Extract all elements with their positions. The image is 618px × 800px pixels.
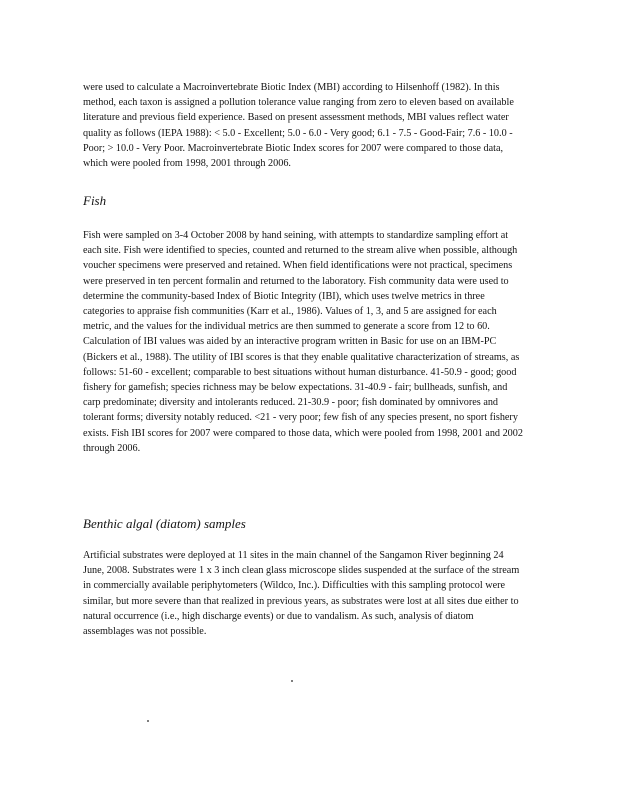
scan-speck	[147, 720, 149, 722]
fish-methods-paragraph: Fish were sampled on 3-4 October 2008 by hand seining, with attempts to standardize sampling effort at each site. Fish were identified to species, counted and returned to the stream alive when possible, although voucher specimens were preserved and retained. When field identifications were not practical, specimens were preserved in ten percent formalin and returned to the laboratory. Fish community data were used to determine the community-based Index of Biotic Integrity (IBI), which uses twelve metrics in three categories to appraise fish communities (Karr et al., 1986). Values of 1, 3, and 5 are assigned for each metric, and the values for the individual metrics are then summed to generate a score from 12 to 60. Calculation of IBI values was aided by an interactive program written in Basic for use on an IBM-PC (Bickers et al., 1988). The utility of IBI scores is that they enable qualitative characterization of streams, as follows: 51-60 - excellent; comparable to best situations without human disturbance. 41-50.9 - good; good fishery for gamefish; species richness may be below expectations. 31-40.9 - fair; bullheads, sunfish, and carp predominate; diversity and intolerants reduced. 21-30.9 - poor; fish dominated by omnivores and tolerant forms; diversity notably reduced. <21 - very poor; few fish of any species present, no sport fishery exists. Fish IBI scores for 2007 were compared to those data, which were pooled from 1998, 2001 and 2002 through 2006.	[83, 230, 523, 454]
section-heading-fish: Fish	[83, 193, 107, 208]
scan-speck	[291, 680, 293, 682]
section-heading-benthic-algal: Benthic algal (diatom) samples	[83, 516, 246, 531]
benthic-algal-methods-paragraph: Artificial substrates were deployed at 11 sites in the main channel of the Sangamon River beginning 24 June, 2008. Substrates were 1 x 3 inch clean glass microscope slides suspended at the surface of the stream in commercially available periphytometers (Wildco, Inc.). Difficulties with this sampling protocol were similar, but more severe than that realized in previous years, as substrates were lost at all sites due either to natural occurrence (i.e., high discharge events) or due to vandalism. As such, analysis of diatom assemblages was not possible.	[83, 550, 520, 638]
macroinvertebrate-methods-paragraph: were used to calculate a Macroinvertebrate Biotic Index (MBI) according to Hilsenhoff (1982). In this method, each taxon is assigned a pollution tolerance value ranging from zero to eleven based on available literature and previous field experience. Based on present assessment methods, MBI values reflect water quality as follows (IEPA 1988): < 5.0 - Excellent; 5.0 - 6.0 - Very good; 6.1 - 7.5 - Good-Fair; 7.6 - 10.0 - Poor; > 10.0 - Very Poor. Macroinvertebrate Biotic Index scores for 2007 were compared to those data, which were pooled from 1998, 2001 through 2006.	[83, 82, 514, 170]
